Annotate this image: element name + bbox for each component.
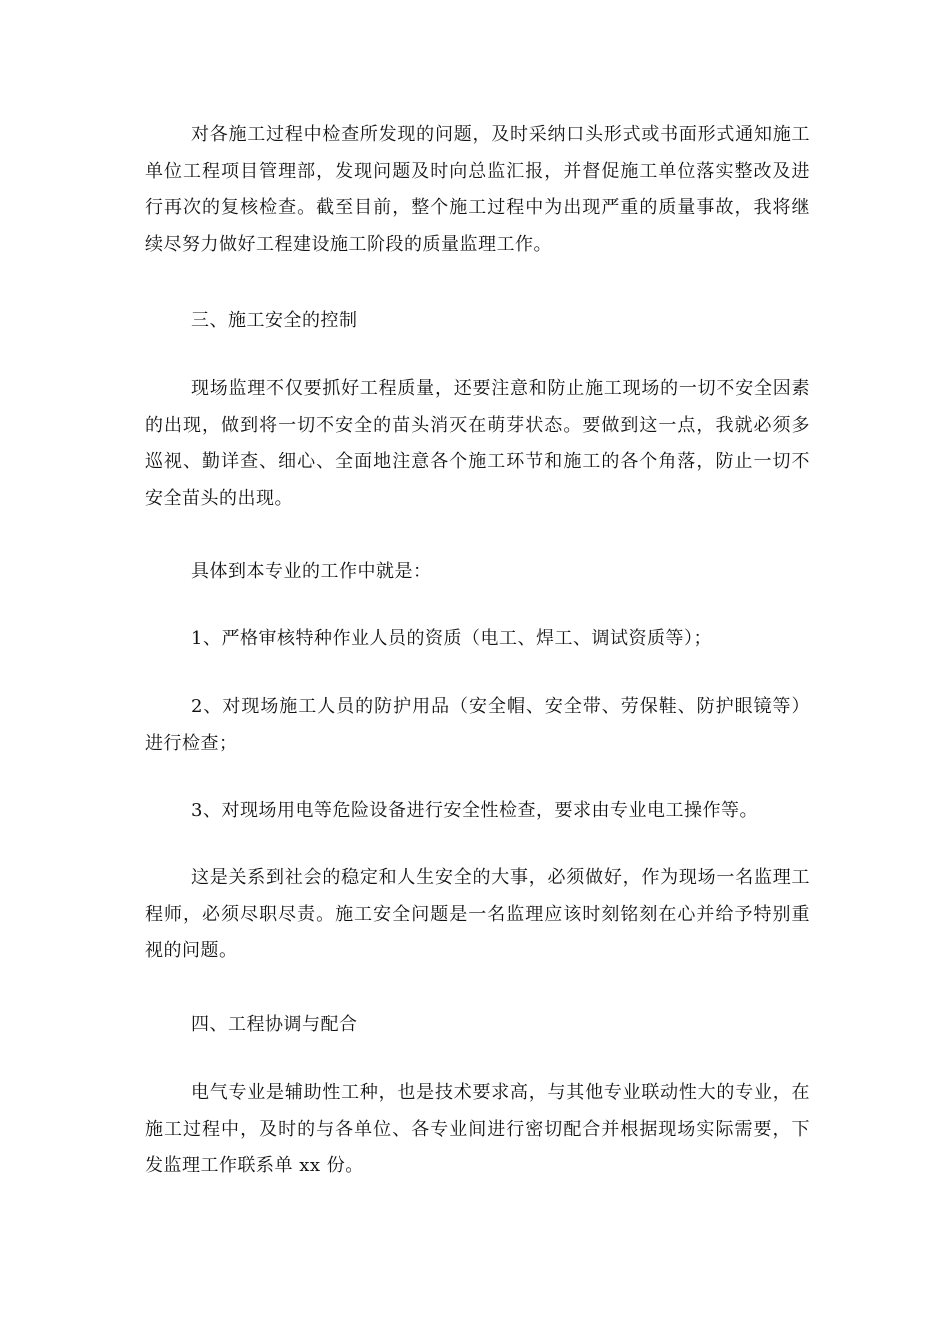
paragraph-safety-responsibility: 这是关系到社会的稳定和人生安全的大事，必须做好，作为现场一名监理工程师，必须尽职尽责。施工安全问题是一名监理应该时刻铭刻在心并给予特别重视的问题。 xyxy=(145,867,810,961)
list-item-electrical-safety-check: 3、对现场用电等危险设备进行安全性检查，要求由专业电工操作等。 xyxy=(191,800,758,821)
section-heading-coordination: 四、工程协调与配合 xyxy=(191,1014,358,1035)
list-item-protective-equipment: 2、对现场施工人员的防护用品（安全帽、安全带、劳保鞋、防护眼镜等）进行检查； xyxy=(145,696,810,754)
paragraph-safety-overview: 现场监理不仅要抓好工程质量，还要注意和防止施工现场的一切不安全因素的出现，做到将一切不安全的苗头消灭在萌芽状态。要做到这一点，我就必须多巡视、勤详查、细心、全面地注意各个施工环节和施工的各个角落，防止一切不安全苗头的出现。 xyxy=(145,378,810,509)
section-heading-safety-control: 三、施工安全的控制 xyxy=(191,310,358,331)
paragraph-specific-work-intro: 具体到本专业的工作中就是： xyxy=(191,561,432,582)
list-item-qualification-review: 1、严格审核特种作业人员的资质（电工、焊工、调试资质等）； xyxy=(191,628,712,649)
paragraph-coordination-details: 电气专业是辅助性工种，也是技术要求高，与其他专业联动性大的专业，在施工过程中，及时的与各单位、各专业间进行密切配合并根据现场实际需要，下发监理工作联系单 xx 份。 xyxy=(145,1082,810,1176)
paragraph-quality-issue-handling: 对各施工过程中检查所发现的问题，及时采纳口头形式或书面形式通知施工单位工程项目管理部，发现问题及时向总监汇报，并督促施工单位落实整改及进行再次的复核检查。截至目前，整个施工过程中为出现严重的质量事故，我将继续尽努力做好工程建设施工阶段的质量监理工作。 xyxy=(145,124,810,255)
